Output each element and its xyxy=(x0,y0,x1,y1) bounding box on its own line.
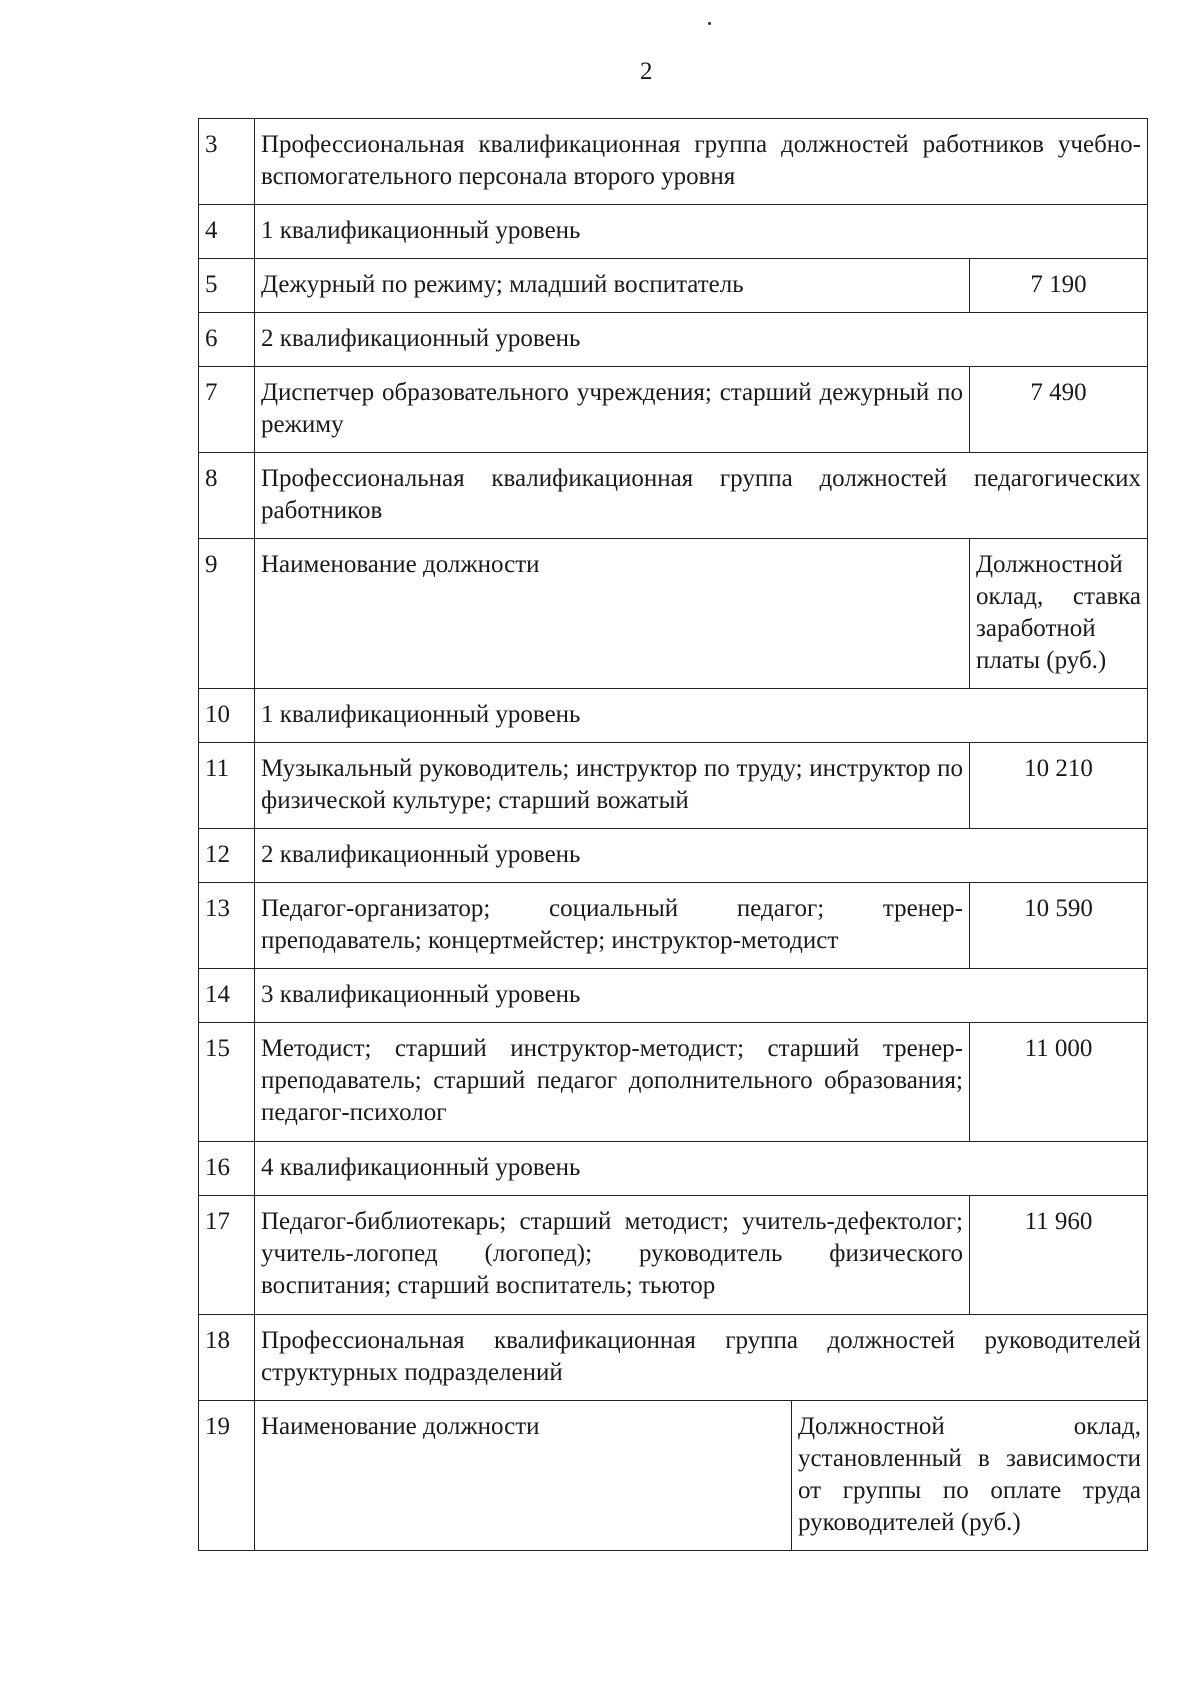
row-number: 12 xyxy=(199,829,255,883)
table-row xyxy=(199,453,1148,539)
level-heading: 1 квалификационный уровень xyxy=(255,205,1148,259)
table-row xyxy=(199,119,1148,205)
column-header-salary: Должностной оклад, установленный в зависимости от группы по оплате труда руководителей (руб.) xyxy=(792,1401,1148,1551)
row-number: 3 xyxy=(199,119,255,205)
row-number: 16 xyxy=(199,1142,255,1196)
group-heading: Профессиональная квалификационная группа должностей педагогических работников xyxy=(255,453,1148,539)
table-row xyxy=(199,1401,1148,1551)
table-row xyxy=(199,367,1148,453)
table-row xyxy=(199,1196,1148,1315)
level-heading: 1 квалификационный уровень xyxy=(255,689,1148,743)
position-names: Диспетчер образовательного учреждения; старший дежурный по режиму xyxy=(255,367,970,453)
position-names: Педагог-организатор; социальный педагог; тренер-преподаватель; концертмейстер; инструктор-методист xyxy=(255,883,970,969)
row-number: 17 xyxy=(199,1196,255,1315)
table-row xyxy=(199,205,1148,259)
table-row xyxy=(199,313,1148,367)
level-heading: 2 квалификационный уровень xyxy=(255,829,1148,883)
column-header-position: Наименование должности xyxy=(255,1401,792,1551)
column-header-position: Наименование должности xyxy=(255,539,970,689)
scan-speck xyxy=(708,22,711,25)
salary-value: 10 590 xyxy=(970,883,1148,969)
table-row xyxy=(199,883,1148,969)
row-number: 6 xyxy=(199,313,255,367)
row-number: 13 xyxy=(199,883,255,969)
row-number: 15 xyxy=(199,1023,255,1142)
row-number: 10 xyxy=(199,689,255,743)
table-row xyxy=(199,969,1148,1023)
column-header-salary: Должностной оклад, ставка заработной платы (руб.) xyxy=(970,539,1148,689)
row-number: 4 xyxy=(199,205,255,259)
salary-value: 10 210 xyxy=(970,743,1148,829)
position-names: Музыкальный руководитель; инструктор по труду; инструктор по физической культуре; старший вожатый xyxy=(255,743,970,829)
table-row xyxy=(199,539,1148,689)
row-number: 5 xyxy=(199,259,255,313)
row-number: 11 xyxy=(199,743,255,829)
row-number: 18 xyxy=(199,1315,255,1401)
table-row xyxy=(199,743,1148,829)
level-heading: 3 квалификационный уровень xyxy=(255,969,1148,1023)
level-heading: 2 квалификационный уровень xyxy=(255,313,1148,367)
table-row xyxy=(199,689,1148,743)
row-number: 19 xyxy=(199,1401,255,1551)
row-number: 7 xyxy=(199,367,255,453)
position-names: Педагог-библиотекарь; старший методист; учитель-дефектолог; учитель-логопед (логопед); руководитель физического воспитания; старший воспитатель; тьютор xyxy=(255,1196,970,1315)
salary-value: 7 490 xyxy=(970,367,1148,453)
row-number: 14 xyxy=(199,969,255,1023)
row-number: 8 xyxy=(199,453,255,539)
salary-value: 11 000 xyxy=(970,1023,1148,1142)
position-names: Методист; старший инструктор-методист; старший тренер-преподаватель; старший педагог дополнительного образования; педагог-психолог xyxy=(255,1023,970,1142)
table-row xyxy=(199,1315,1148,1401)
salary-table xyxy=(198,118,1148,1551)
row-number: 9 xyxy=(199,539,255,689)
position-names: Дежурный по режиму; младший воспитатель xyxy=(255,259,970,313)
table-row xyxy=(199,1023,1148,1142)
group-heading: Профессиональная квалификационная группа должностей руководителей структурных подразделений xyxy=(255,1315,1148,1401)
salary-value: 7 190 xyxy=(970,259,1148,313)
group-heading: Профессиональная квалификационная группа должностей работников учебно-вспомогательного персонала второго уровня xyxy=(255,119,1148,205)
level-heading: 4 квалификационный уровень xyxy=(255,1142,1148,1196)
table-row xyxy=(199,829,1148,883)
table-row xyxy=(199,259,1148,313)
table-row xyxy=(199,1142,1148,1196)
salary-value: 11 960 xyxy=(970,1196,1148,1315)
